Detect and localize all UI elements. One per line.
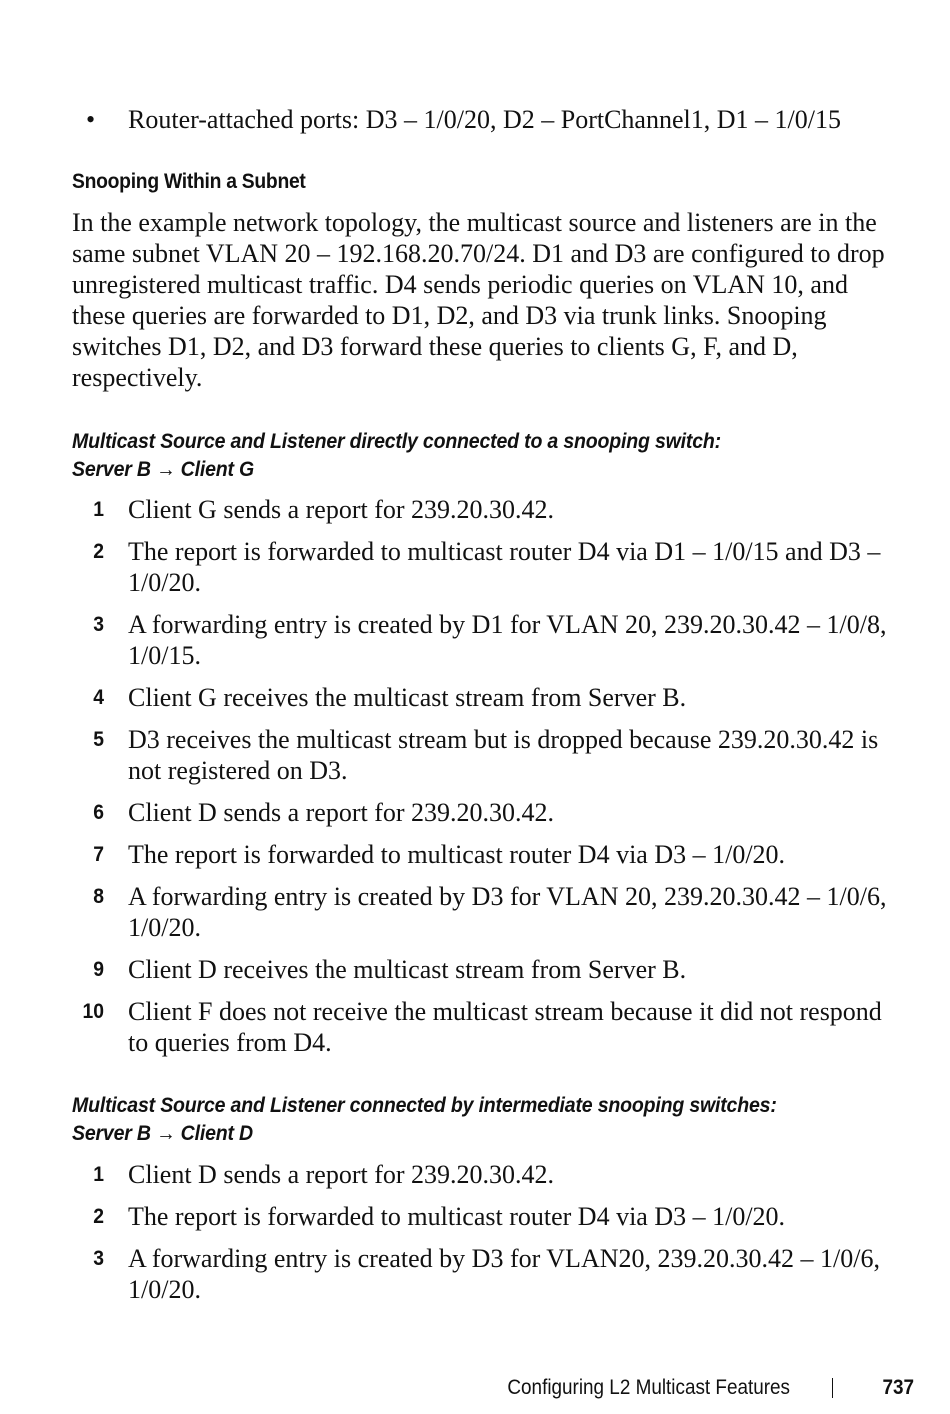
step-line: not registered on D3. [128,756,348,785]
paragraph-line: these queries are forwarded to D1, D2, and D3 via trunk links. Snooping [72,301,827,330]
step-number: 6 [93,801,104,824]
case2-heading-line2: Server B → Client D [72,1122,253,1145]
step-text [128,996,918,1058]
step-text [128,536,918,598]
section-paragraph [72,207,912,393]
step-line: 1/0/15. [128,641,201,670]
paragraph-line: same subnet VLAN 20 – 192.168.20.70/24. D1 and D3 are configured to drop [72,239,885,268]
step-line: Client D sends a report for 239.20.30.42. [128,1160,555,1189]
step-number: 2 [93,540,104,563]
step-item [0,536,950,609]
step-line: The report is forwarded to multicast router D4 via D3 – 1/0/20. [128,1202,786,1231]
step-text [128,881,918,943]
footer-chapter-title: Configuring L2 Multicast Features [507,1376,790,1399]
paragraph-line: In the example network topology, the multicast source and listeners are in the [72,208,877,237]
step-line: 1/0/20. [128,568,201,597]
case2-step-list [0,1159,950,1316]
section-heading: Snooping Within a Subnet [72,170,306,193]
case1-heading-line1: Multicast Source and Listener directly connected to a snooping switch: [72,430,721,453]
step-number: 8 [93,885,104,908]
step-text [128,1243,918,1305]
step-line: A forwarding entry is created by D3 for VLAN 20, 239.20.30.42 – 1/0/6, [128,882,887,911]
step-line: 1/0/20. [128,913,201,942]
step-item [0,1201,950,1243]
step-text [128,797,918,828]
bullet-symbol: • [86,105,96,134]
step-line: Client G receives the multicast stream from Server B. [128,683,687,712]
step-line: A forwarding entry is created by D1 for VLAN 20, 239.20.30.42 – 1/0/8, [128,610,887,639]
step-number: 10 [82,1000,104,1023]
footer-page-number: 737 [882,1376,914,1399]
step-text [128,494,918,525]
step-number: 1 [93,1163,104,1186]
step-line: The report is forwarded to multicast router D4 via D3 – 1/0/20. [128,840,786,869]
step-item [0,1243,950,1316]
case1-step-list [0,494,950,1058]
step-line: Client G sends a report for 239.20.30.42. [128,495,555,524]
step-text [128,1159,918,1190]
step-text [128,954,918,985]
bullet-text: Router-attached ports: D3 – 1/0/20, D2 – PortChannel1, D1 – 1/0/15 [128,105,841,134]
paragraph-line: respectively. [72,363,203,392]
step-number: 2 [93,1205,104,1228]
step-line: The report is forwarded to multicast router D4 via D1 – 1/0/15 and D3 – [128,537,881,566]
paragraph-line: unregistered multicast traffic. D4 sends periodic queries on VLAN 10, and [72,270,848,299]
step-number: 7 [93,843,104,866]
step-text [128,682,918,713]
step-number: 5 [93,728,104,751]
step-number: 3 [93,613,104,636]
step-item [0,881,950,954]
step-item [0,724,950,797]
step-text [128,724,918,786]
step-line: D3 receives the multicast stream but is dropped because 239.20.30.42 is [128,725,879,754]
step-item [0,996,950,1058]
paragraph-line: switches D1, D2, and D3 forward these queries to clients G, F, and D, [72,332,798,361]
step-line: Client D receives the multicast stream from Server B. [128,955,687,984]
step-line: Client D sends a report for 239.20.30.42. [128,798,555,827]
step-item [0,682,950,724]
step-item [0,609,950,682]
step-item [0,1159,950,1201]
step-item [0,797,950,839]
step-item [0,494,950,536]
step-number: 3 [93,1247,104,1270]
case1-heading-line2: Server B → Client G [72,458,255,481]
step-line: 1/0/20. [128,1275,201,1304]
step-line: to queries from D4. [128,1028,332,1057]
step-number: 4 [93,686,104,709]
case2-heading-line1: Multicast Source and Listener connected by intermediate snooping switches: [72,1094,777,1117]
step-text [128,839,918,870]
step-item [0,839,950,881]
step-text [128,609,918,671]
step-text [128,1201,918,1232]
step-item [0,954,950,996]
footer-divider [832,1378,833,1398]
step-number: 9 [93,958,104,981]
page-footer [0,1373,950,1403]
step-line: Client F does not receive the multicast stream because it did not respond [128,997,882,1026]
step-number: 1 [93,498,104,521]
step-line: A forwarding entry is created by D3 for VLAN20, 239.20.30.42 – 1/0/6, [128,1244,880,1273]
